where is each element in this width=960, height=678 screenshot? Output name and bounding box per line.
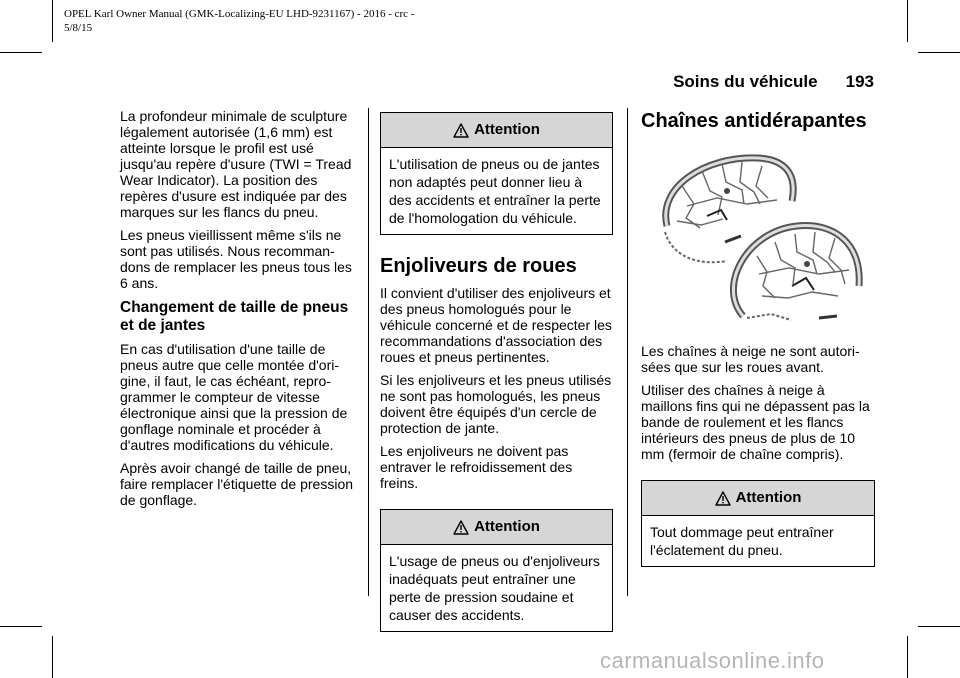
attention-label: Attention	[735, 489, 802, 506]
column-divider	[627, 108, 628, 596]
column-3	[641, 110, 875, 579]
paragraph: Les pneus vieillissent même s'ils ne sont pas utilisés. Nous recomman-dons de remplacer les pneus tous les 6 ans.	[120, 227, 352, 291]
crop-mark	[918, 626, 960, 627]
attention-header	[381, 510, 612, 545]
paragraph: En cas d'utilisation d'une taille de pneus autre que celle montée d'ori-gine, il faut, le cas échéant, repro-grammer le compteur de vitesse électronique ainsi que la pression de gonflage nominale et procéder à d'autres modifications du véhicule.	[120, 341, 348, 453]
paragraph: Après avoir changé de taille de pneu, faire remplacer l'étiquette de pression de gonflage.	[120, 460, 354, 508]
crop-mark	[918, 52, 960, 53]
crop-mark	[52, 636, 53, 678]
warning-triangle-icon	[715, 491, 731, 506]
section-heading: Changement de taille de pneus et de jantes	[120, 299, 349, 334]
attention-box	[641, 480, 875, 567]
section-heading: Enjoliveurs de roues	[380, 255, 577, 277]
attention-text: L'utilisation de pneus ou de jantes non adaptés peut donner lieu à des accidents et entraîner la perte de l'homologation du véhicule.	[389, 156, 601, 226]
attention-text: L'usage de pneus ou d'enjoliveurs inadéquats peut entraîner une perte de pression soudaine et causer des accidents.	[389, 553, 600, 623]
column-divider	[368, 108, 369, 596]
running-header	[673, 72, 874, 92]
snow-chain-illustration	[647, 146, 873, 326]
slug-line-1: OPEL Karl Owner Manual (GMK-Localizing-EU LHD-9231167) - 2016 - crc -	[64, 8, 415, 20]
paragraph: La profondeur minimale de sculpture légalement autorisée (1,6 mm) est atteinte lorsque le profil est usé jusqu'au repère d'usure (TWI = Tread Wear Indicator). La position des repères d'usure est indiquée par des marques sur les flancs du pneu.	[120, 108, 352, 220]
crop-mark	[907, 636, 908, 678]
warning-triangle-icon	[453, 520, 469, 535]
warning-triangle-icon	[453, 123, 469, 138]
attention-label: Attention	[474, 121, 540, 138]
section-heading: Chaînes antidérapantes	[641, 110, 867, 132]
crop-mark	[52, 0, 53, 42]
paragraph: Il convient d'utiliser des enjoliveurs et des pneus homologués pour le véhicule concerné et de respecter les recommandations d'association des roues et pneus pertinentes.	[380, 285, 612, 365]
crop-mark	[907, 0, 908, 42]
site-watermark: carmanualsonline.info	[600, 648, 825, 673]
paragraph: Les chaînes à neige ne sont autori-sées que sur les roues avant.	[641, 343, 860, 375]
column-2	[380, 112, 613, 644]
paragraph: Utiliser des chaînes à neige à maillons fins qui ne dépassent pas la bande de roulement et les flancs intérieurs des pneus de plus de 10 mm (fermoir de chaîne compris).	[641, 382, 870, 462]
attention-text: Tout dommage peut entraîner l'éclatement du pneu.	[650, 524, 834, 558]
column-1	[120, 108, 356, 515]
page-number: 193	[845, 72, 874, 91]
attention-label: Attention	[474, 518, 540, 535]
paragraph: Si les enjoliveurs et les pneus utilisés ne sont pas homologués, les pneus doivent être équipés d'un cercle de protection de jante.	[380, 372, 612, 436]
crop-mark	[0, 52, 42, 53]
slug-line-2: 5/8/15	[64, 22, 93, 34]
attention-box	[380, 509, 613, 632]
crop-mark	[0, 626, 42, 627]
attention-header	[642, 481, 874, 516]
section-title: Soins du véhicule	[673, 72, 818, 91]
attention-header	[381, 113, 612, 148]
print-slug	[64, 7, 414, 35]
attention-box	[380, 112, 613, 235]
paragraph: Les enjoliveurs ne doivent pas entraver le refroidissement des freins.	[380, 443, 573, 491]
